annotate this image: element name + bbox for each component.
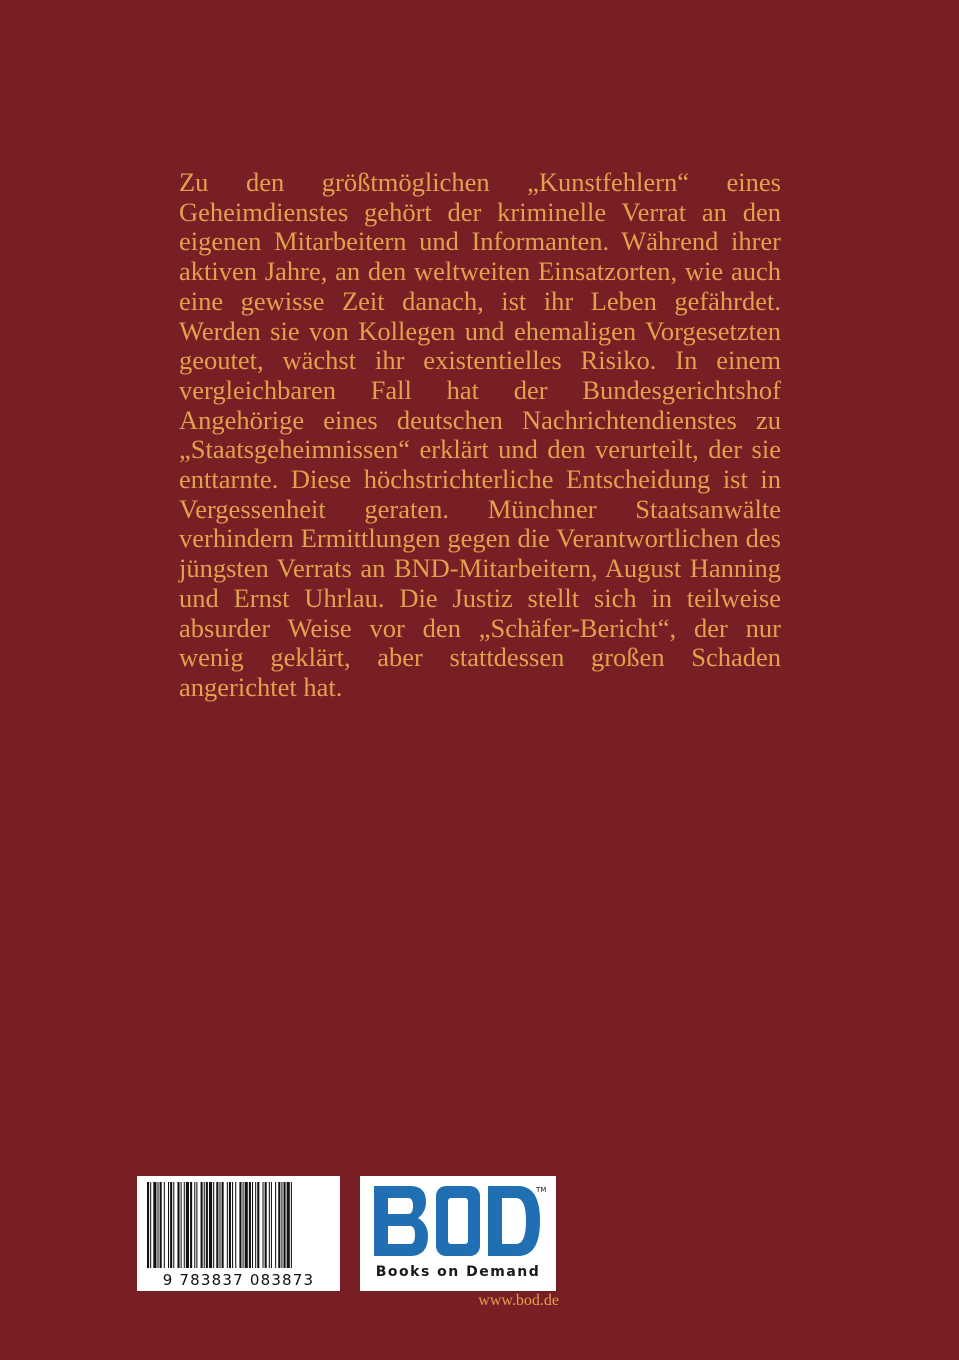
barcode-bar [222,1182,224,1268]
barcode-bar [190,1182,192,1268]
barcode-bar [168,1182,169,1268]
barcode-bar [284,1182,286,1268]
barcode-bar [164,1182,165,1268]
publisher-logo-box [360,1176,556,1291]
barcode-bar [265,1182,267,1268]
barcode-bar [235,1182,236,1268]
barcode-bar [158,1182,159,1268]
barcode-bar [186,1182,189,1268]
barcode-bar [147,1182,149,1268]
barcode-bar [184,1182,185,1268]
trademark-mark: TM [536,1186,547,1194]
barcode-bar [252,1182,253,1268]
barcode-bar [170,1182,172,1268]
barcode-bar [275,1182,276,1268]
barcode-bar [269,1182,270,1268]
isbn-barcode [137,1176,340,1291]
barcode-bar [281,1182,282,1268]
barcode-bar [249,1182,251,1268]
barcode-bar [255,1182,256,1268]
barcode-bar [227,1182,228,1268]
barcode-bar [150,1182,151,1268]
barcode-bar [278,1182,280,1268]
barcode-bar [196,1182,197,1268]
barcode-bar [271,1182,272,1268]
barcode-bar [177,1182,179,1268]
barcode-bar [204,1182,205,1268]
back-cover-blurb: Zu den größtmöglichen „Kunstfehlern“ eines Geheimdienstes gehört der kriminelle Verrat an den eigenen Mitarbeitern und Informanten. Während ihrer aktiven Jahre, an den weltweiten Einsatzorten, wie auch eine gewisse Zeit danach, ist ihr Leben gefährdet. Werden sie von Kollegen und ehemaligen Vorgesetzten geoutet, wächst ihr existentielles Risiko. In einem vergleichbaren Fall hat der Bundesgerichtshof Angehörige eines deutschen Nachrichtendienstes zu „Staatsgeheimnissen“ erklärt und den verurteilt, der sie enttarnte. Diese höchstrichterliche Entscheidung ist in Vergessenheit geraten. Münchner Staatsanwälte verhindern Ermittlungen gegen die Verantwortlichen des jüngsten Verrats an BND-Mitarbeitern, August Hanning und Ernst Uhrlau. Die Justiz stellt sich in teilweise absurder Weise vor den „Schäfer-Bericht“, der nur wenig geklärt, aber stattdessen großen Schaden angerichtet hat. [179,167,781,702]
barcode-bar [206,1182,208,1268]
publisher-tagline: Books on Demand [375,1264,541,1280]
barcode-bar [245,1182,248,1268]
barcode-bar [173,1182,174,1268]
barcode-bar [229,1182,231,1268]
isbn-number: 9 783837 083873 [162,1271,315,1289]
barcode-bar [153,1182,156,1268]
barcode-bar [194,1182,195,1268]
barcode-bar [291,1182,292,1268]
barcode-bar [232,1182,233,1268]
barcode-bar [209,1182,212,1268]
barcode-bar [181,1182,182,1268]
barcode-bar [219,1182,220,1268]
barcode-bar [213,1182,214,1268]
barcode-bar [263,1182,264,1268]
barcode-bar [243,1182,244,1268]
barcode-bar [287,1182,290,1268]
barcode-bar [216,1182,218,1268]
barcode-bar [201,1182,203,1268]
barcode-bar [239,1182,241,1268]
bod-logo-icon [368,1182,548,1262]
publisher-url: www.bod.de [478,1292,559,1309]
barcode-bar [160,1182,162,1268]
barcode-bar [257,1182,259,1268]
